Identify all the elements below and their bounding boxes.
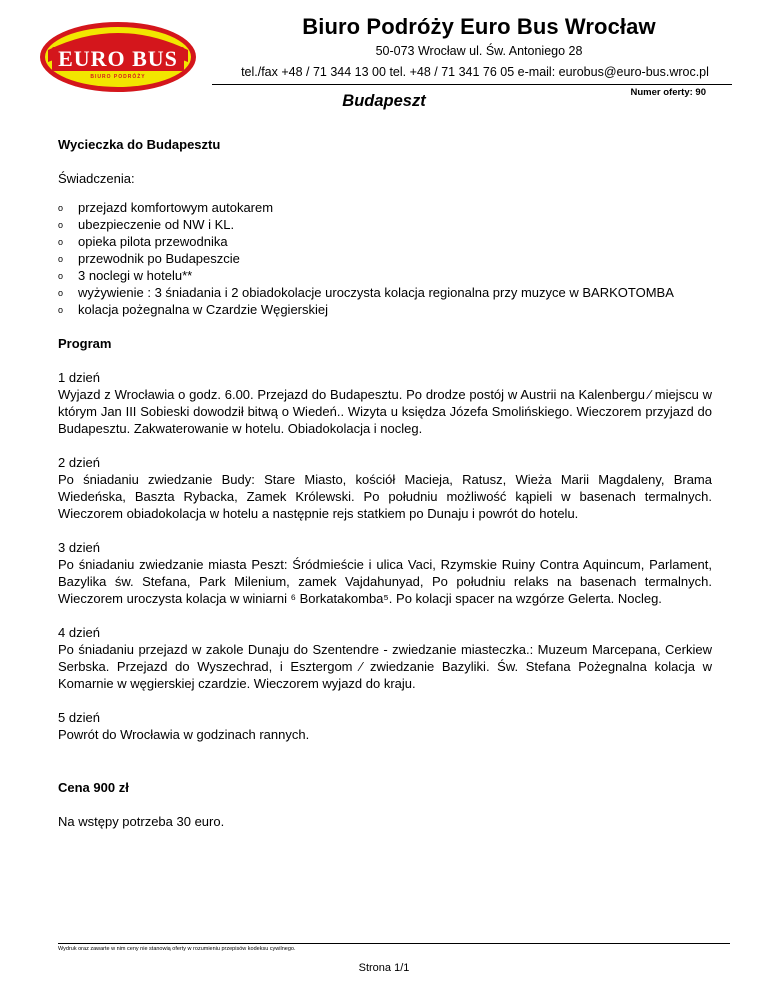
day-label: 4 dzień bbox=[58, 625, 100, 640]
list-item: o przewodnik po Budapeszcie bbox=[58, 251, 240, 266]
logo-subtext: BIURO PODRÓŻY bbox=[90, 74, 146, 80]
offer-content bbox=[58, 136, 712, 830]
footer-divider bbox=[58, 943, 730, 944]
price: Cena 900 zł bbox=[58, 780, 129, 795]
company-address: 50-073 Wrocław ul. Św. Antoniego 28 bbox=[375, 44, 583, 58]
program-day-3 bbox=[58, 539, 712, 607]
day-description: Po śniadaniu przejazd w zakole Dunaju do Szentendre - zwiedzanie miasteczka.: Muzeum Marcepana, Cerkiew Serbska. Przejazd do Wyszechrad, i Esztergom ⁄ zwiedzanie Bazyliki. Św. Stefana Pożegnalna kolacja w Komarnie w węgierskiej czardzie. Wieczorem wyjazd do kraju. bbox=[58, 642, 712, 691]
list-item: o przejazd komfortowym autokarem bbox=[58, 200, 274, 215]
program-label: Program bbox=[58, 336, 112, 351]
footer-disclaimer: Wydruk oraz zawarte w nim ceny nie stanowią oferty w rozumieniu przepisów kodeksu cywilnego. bbox=[58, 946, 296, 952]
day-description: Wyjazd z Wrocławia o godz. 6.00. Przejazd do Budapesztu. Po drodze postój w Austrii na Kalenbergu ⁄ miejscu w którym Jan III Sobieski dowodził bitwą o Wiedeń.. Wizyta u księdza Józefa Smolińskiego. Wieczorem przyjazd do Budapesztu. Zakwaterowanie w hotelu. Obiadokolacja i nocleg. bbox=[58, 387, 712, 436]
page-title: Budapeszt bbox=[342, 92, 426, 110]
bullet-icon: o bbox=[58, 220, 64, 230]
program-day-5 bbox=[58, 709, 712, 743]
day-label: 5 dzień bbox=[58, 710, 100, 725]
bullet-icon: o bbox=[58, 305, 64, 315]
program-day-4 bbox=[58, 624, 712, 692]
list-item: o ubezpieczenie od NW i KL. bbox=[58, 217, 235, 232]
day-description: Po śniadaniu zwiedzanie miasta Peszt: Śródmieście i ulica Vaci, Rzymskie Ruiny Contra Aquincum, Parlament, Bazylika św. Stefana, Park Milenium, zamek Vajdahunyad, Po południu relaks na basenach termalnych. Wieczorem uroczysta kolacja w winiarni ⁶ Borkatakomba⁵. Po kolacji spacer na wzgórze Gelerta. Nocleg. bbox=[58, 557, 712, 606]
offer-number: Numer oferty: 90 bbox=[630, 87, 706, 98]
program-day-2 bbox=[58, 454, 712, 522]
page-number: Strona 1/1 bbox=[358, 962, 410, 974]
day-description: Powrót do Wrocławia w godzinach rannych. bbox=[58, 727, 310, 742]
bullet-icon: o bbox=[58, 254, 64, 264]
euro-bus-logo bbox=[38, 20, 198, 95]
entry-fee-note: Na wstępy potrzeba 30 euro. bbox=[58, 814, 225, 829]
list-item: o opieka pilota przewodnika bbox=[58, 234, 228, 249]
list-item: o 3 noclegi w hotelu** bbox=[58, 268, 193, 283]
company-contacts: tel./fax +48 / 71 344 13 00 tel. +48 / 71 341 76 05 e-mail: eurobus@euro-bus.wroc.pl bbox=[241, 65, 709, 79]
day-label: 2 dzień bbox=[58, 455, 100, 470]
list-item: o kolacja pożegnalna w Czardzie Węgierskiej bbox=[58, 302, 329, 317]
logo-text: EURO BUS bbox=[58, 46, 178, 71]
bullet-icon: o bbox=[58, 288, 64, 298]
day-label: 1 dzień bbox=[58, 370, 100, 385]
bullet-icon: o bbox=[58, 203, 64, 213]
day-label: 3 dzień bbox=[58, 540, 100, 555]
list-item: o wyżywienie : 3 śniadania i 2 obiadokolacje uroczysta kolacja regionalna przy muzyce w BARKOTOMBA bbox=[58, 285, 674, 300]
header-divider bbox=[212, 84, 732, 85]
services-list bbox=[58, 199, 712, 318]
services-label: Świadczenia: bbox=[58, 171, 135, 186]
bullet-icon: o bbox=[58, 271, 64, 281]
day-description: Po śniadaniu zwiedzanie Budy: Stare Miasto, kościół Macieja, Ratusz, Wieża Marii Magdaleny, Brama Wiedeńska, Baszta Rybacka, Zamek Królewski. Po południu możliwość kąpieli w basenach termalnych. Wieczorem obiadokolacja w hotelu a następnie rejs statkiem po Dunaju i powrót do hotelu. bbox=[58, 472, 712, 521]
company-name: Biuro Podróży Euro Bus Wrocław bbox=[302, 14, 656, 39]
bullet-icon: o bbox=[58, 237, 64, 247]
trip-title: Wycieczka do Budapesztu bbox=[58, 137, 221, 152]
program-day-1 bbox=[58, 369, 712, 437]
